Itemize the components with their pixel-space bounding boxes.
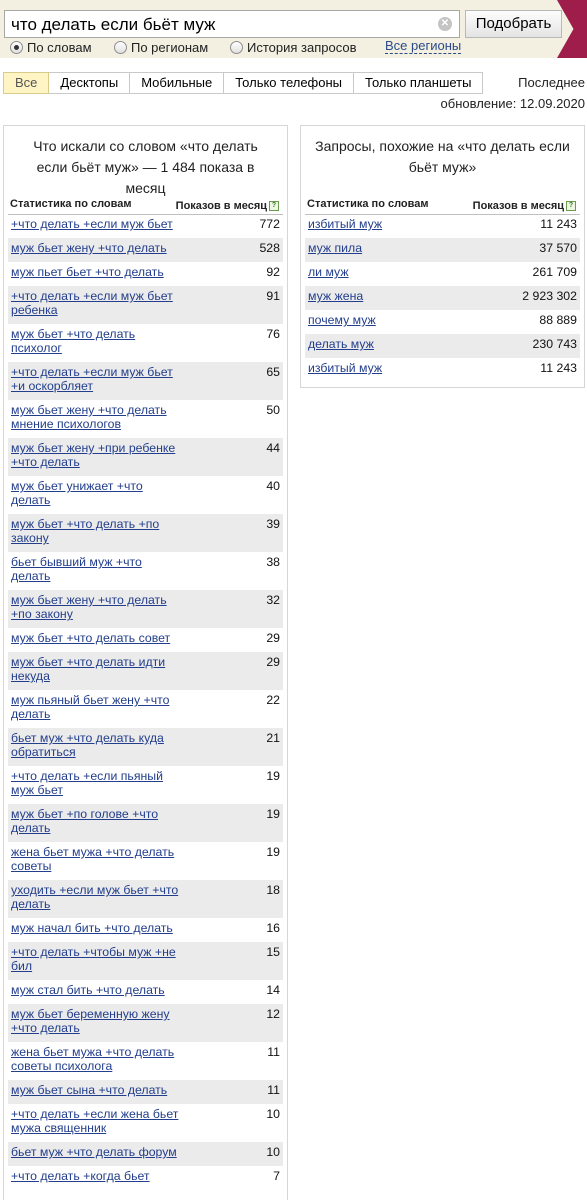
impressions-count: 11: [267, 1083, 280, 1097]
tab-desktops[interactable]: Десктопы: [49, 72, 130, 94]
impressions-count: 261 709: [532, 265, 577, 279]
column-count-header: [473, 198, 576, 214]
phrase-link[interactable]: муж бьет жену +что делать +по закону: [11, 593, 167, 622]
impressions-count: 12: [266, 1007, 280, 1021]
impressions-count: 528: [259, 241, 280, 255]
table-row: [8, 1080, 283, 1104]
table-row: [305, 262, 580, 286]
phrase-link[interactable]: муж бьет унижает +что делать: [11, 479, 143, 508]
impressions-count: 11 243: [540, 217, 577, 231]
impressions-count: 37 570: [539, 241, 577, 255]
impressions-count: 19: [266, 807, 280, 821]
impressions-count: 15: [266, 945, 280, 959]
phrase-link[interactable]: избитый муж: [308, 361, 383, 375]
table-row: [8, 728, 283, 766]
phrase-link[interactable]: жена бьет мужа +что делать советы психолога: [11, 1045, 175, 1074]
mode-label: По словам: [27, 39, 92, 55]
impressions-count: 32: [266, 593, 280, 607]
phrase-link[interactable]: делать муж: [308, 337, 374, 351]
table-row: [305, 214, 580, 238]
table-row: [305, 286, 580, 310]
search-header: [0, 0, 587, 58]
help-icon[interactable]: ?: [269, 201, 279, 211]
radio-selected-icon[interactable]: [10, 41, 23, 54]
impressions-count: 7: [273, 1169, 280, 1183]
radio-icon[interactable]: [230, 41, 243, 54]
phrase-link[interactable]: +что делать +если муж бьет: [11, 217, 173, 231]
phrase-link[interactable]: избитый муж: [308, 217, 383, 231]
phrase-link[interactable]: муж пьяный бьет жену +что делать: [11, 693, 170, 722]
phrase-link[interactable]: бьет бывший муж +что делать: [11, 555, 142, 584]
phrase-link[interactable]: +что делать +если муж бьет ребенка: [11, 289, 173, 318]
phrase-link[interactable]: муж бьет +что делать идти некуда: [11, 655, 166, 684]
column-count-label: Показов в месяц: [175, 200, 267, 212]
phrase-link[interactable]: жена бьет мужа +что делать советы: [11, 845, 175, 874]
table-row: [305, 334, 580, 358]
search-box[interactable]: [4, 10, 460, 38]
table-row: [305, 358, 580, 382]
impressions-count: 29: [266, 631, 280, 645]
table-row: [8, 690, 283, 728]
impressions-count: 11: [267, 1045, 280, 1059]
last-update-label: Последнее: [518, 75, 585, 90]
impressions-count: 18: [266, 883, 280, 897]
phrase-link[interactable]: муж начал бить +что делать: [11, 921, 173, 935]
table-row: [8, 980, 283, 1004]
phrase-link[interactable]: муж бьет +что делать психолог: [11, 327, 136, 356]
table-row: [8, 514, 283, 552]
tab-mobile[interactable]: Мобильные: [130, 72, 224, 94]
impressions-count: 44: [266, 441, 280, 455]
column-count-label: Показов в месяц: [472, 200, 564, 212]
impressions-count: 10: [266, 1145, 280, 1159]
impressions-count: 91: [266, 289, 280, 303]
mode-label: По регионам: [131, 39, 209, 55]
impressions-count: 2 923 302: [522, 289, 577, 303]
table-row: [8, 262, 283, 286]
impressions-count: 772: [259, 217, 280, 231]
tab-phones-only[interactable]: Только телефоны: [224, 72, 354, 94]
impressions-count: 22: [266, 693, 280, 707]
phrase-link[interactable]: +что делать +когда бьет: [11, 1169, 150, 1183]
radio-icon[interactable]: [114, 41, 127, 54]
column-phrase-header: Статистика по словам: [307, 198, 429, 210]
phrase-link[interactable]: бьет муж +что делать форум: [11, 1145, 177, 1159]
table-row: [8, 918, 283, 942]
table-row: [8, 804, 283, 842]
table-row: [8, 238, 283, 262]
phrase-link[interactable]: муж пила: [308, 241, 363, 255]
impressions-count: 76: [266, 327, 280, 341]
tab-tablets-only[interactable]: Только планшеты: [354, 72, 483, 94]
phrase-link[interactable]: муж бьет жену +что делать мнение психологов: [11, 403, 167, 432]
phrase-link[interactable]: муж бьет сына +что делать: [11, 1083, 168, 1097]
last-update-date: обновление: 12.09.2020: [440, 96, 585, 111]
table-row: [8, 552, 283, 590]
table-row: [8, 628, 283, 652]
table-row: [8, 842, 283, 880]
phrase-link[interactable]: почему муж: [308, 313, 376, 327]
help-icon[interactable]: ?: [566, 201, 576, 211]
phrase-link[interactable]: ли муж: [308, 265, 349, 279]
phrase-link[interactable]: +что делать +если пьяный муж бьет: [11, 769, 163, 798]
table-row: [8, 476, 283, 514]
impressions-count: 92: [266, 265, 280, 279]
impressions-count: 230 743: [532, 337, 577, 351]
phrase-link[interactable]: муж жена: [308, 289, 364, 303]
impressions-count: 16: [266, 921, 280, 935]
panel-title: Запросы, похожие на «что делать если бьёт муж»: [315, 138, 570, 175]
phrase-link[interactable]: +что делать +если муж бьет +и оскорбляет: [11, 365, 173, 394]
impressions-count: 29: [266, 655, 280, 669]
tab-all[interactable]: Все: [3, 72, 49, 94]
impressions-count: 21: [266, 731, 280, 745]
phrase-link[interactable]: муж бьет +что делать +по закону: [11, 517, 160, 546]
impressions-count: 65: [266, 365, 280, 379]
phrase-link[interactable]: +что делать +чтобы муж +не бил: [11, 945, 176, 974]
impressions-count: 19: [266, 845, 280, 859]
table-row: [8, 286, 283, 324]
phrase-link[interactable]: уходить +если муж бьет +что делать: [11, 883, 179, 912]
impressions-count: 14: [266, 983, 280, 997]
table-row: [8, 1166, 283, 1190]
impressions-count: 19: [266, 769, 280, 783]
mode-label: История запросов: [247, 39, 357, 55]
phrase-link[interactable]: +что делать +если жена бьет мужа священник: [11, 1107, 179, 1136]
table-row: [8, 1042, 283, 1080]
device-tabs: [3, 72, 483, 94]
table-row: [305, 310, 580, 334]
search-input[interactable]: [11, 13, 431, 37]
all-regions-link[interactable]: Все регионы: [385, 38, 462, 53]
table-row: [305, 238, 580, 262]
table-row: [8, 942, 283, 980]
phrase-link[interactable]: муж бьет жену +при ребенке +что делать: [11, 441, 176, 470]
table-row: [8, 324, 283, 362]
phrase-link[interactable]: муж бьет +по голове +что делать: [11, 807, 159, 836]
table-row: [8, 362, 283, 400]
impressions-count: 40: [266, 479, 280, 493]
phrase-link[interactable]: муж пьет бьет +что делать: [11, 265, 164, 279]
table-row: [8, 1004, 283, 1042]
mode-by-regions[interactable]: [114, 39, 208, 55]
table-row: [8, 1142, 283, 1166]
phrase-link[interactable]: бьет муж +что делать куда обратиться: [11, 731, 164, 760]
table-row: [8, 438, 283, 476]
mode-history[interactable]: [230, 39, 357, 55]
table-row: [8, 1104, 283, 1142]
impressions-count: 88 889: [539, 313, 577, 327]
table-row: [8, 766, 283, 804]
impressions-count: 11 243: [540, 361, 577, 375]
column-phrase-header: Статистика по словам: [10, 198, 132, 210]
impressions-count: 38: [266, 555, 280, 569]
mode-by-words[interactable]: [10, 39, 92, 55]
phrase-link[interactable]: муж стал бить +что делать: [11, 983, 165, 997]
phrase-link[interactable]: муж бьет беременную жену +что делать: [11, 1007, 170, 1036]
table-row: [8, 880, 283, 918]
panel-title: Что искали со словом «что делать если бьёт муж» — 1 484 показа в месяц: [33, 138, 258, 196]
table-row: [8, 400, 283, 438]
impressions-count: 10: [266, 1107, 280, 1121]
impressions-count: 39: [266, 517, 280, 531]
submit-button[interactable]: Подобрать: [465, 10, 562, 38]
similar-queries-panel: [300, 125, 585, 388]
words-stats-panel: [3, 125, 288, 1200]
table-row: [8, 214, 283, 238]
clear-icon[interactable]: ✕: [438, 17, 452, 31]
phrase-link[interactable]: муж бьет жену +что делать: [11, 241, 167, 255]
column-count-header: [176, 198, 279, 214]
impressions-count: 50: [266, 403, 280, 417]
table-row: [8, 590, 283, 628]
phrase-link[interactable]: муж бьет +что делать совет: [11, 631, 171, 645]
table-row: [8, 652, 283, 690]
